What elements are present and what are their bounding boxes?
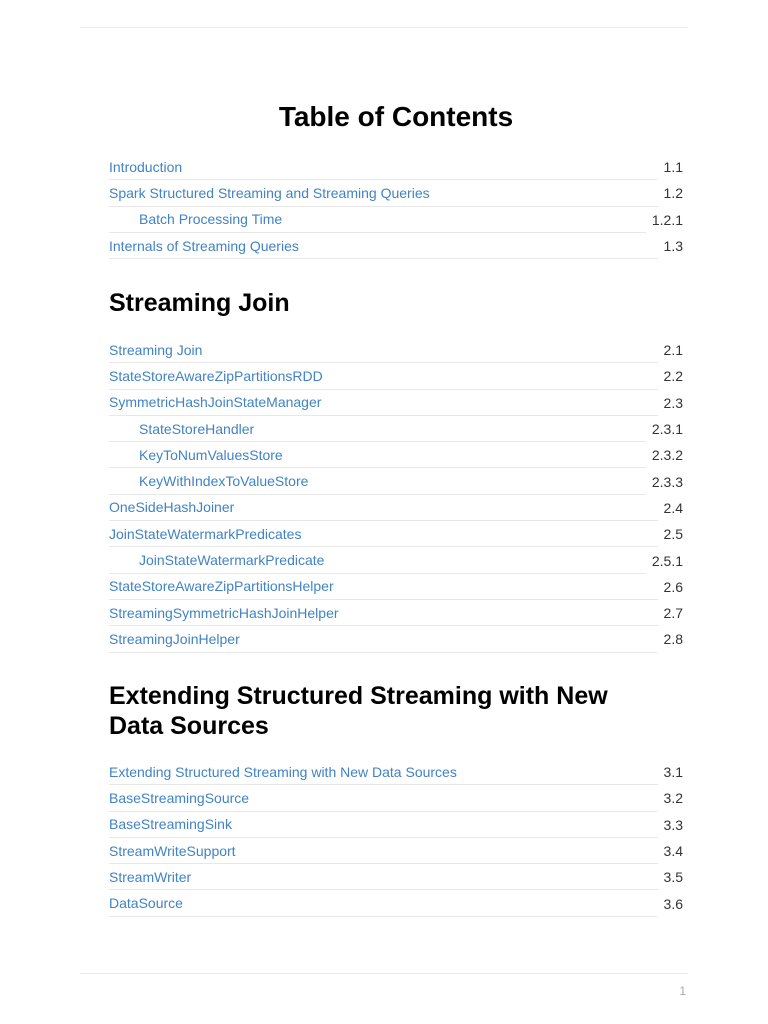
toc-entry-number: 2.5.1 <box>651 552 683 569</box>
toc-entry-link[interactable]: StreamingJoinHelper <box>109 626 658 652</box>
toc-list-section-2 <box>109 337 683 653</box>
toc-entry[interactable] <box>109 416 683 442</box>
toc-entry[interactable] <box>109 785 683 811</box>
toc-entry[interactable] <box>109 154 683 180</box>
page-number: 1 <box>679 984 686 998</box>
toc-entry-number: 2.1 <box>663 342 683 359</box>
toc-entry-link[interactable]: StateStoreAwareZipPartitionsHelper <box>109 574 658 600</box>
toc-entry[interactable] <box>109 600 683 626</box>
toc-entry-number: 2.5 <box>663 526 683 543</box>
toc-entry-number: 3.4 <box>663 843 683 860</box>
toc-entry[interactable] <box>109 521 683 547</box>
toc-entry-link[interactable]: OneSideHashJoiner <box>109 495 658 521</box>
toc-entry[interactable] <box>109 547 683 573</box>
toc-entry-link[interactable]: StreamWriter <box>109 864 658 890</box>
toc-entry[interactable] <box>109 207 683 233</box>
toc-entry-number: 2.2 <box>663 368 683 385</box>
toc-entry[interactable] <box>109 442 683 468</box>
toc-entry-number: 3.5 <box>663 869 683 886</box>
toc-entry-link[interactable]: BaseStreamingSink <box>109 812 658 838</box>
toc-entry-link[interactable]: StreamWriteSupport <box>109 838 658 864</box>
toc-entry-link[interactable]: Extending Structured Streaming with New Data Sources <box>109 759 658 785</box>
toc-entry-number: 3.6 <box>663 895 683 912</box>
toc-entry[interactable] <box>109 890 683 916</box>
toc-entry[interactable] <box>109 626 683 652</box>
page-title: Table of Contents <box>278 101 514 132</box>
toc-entry-number: 1.2 <box>663 185 683 202</box>
toc-entry-number: 3.2 <box>663 790 683 807</box>
toc-entry-link[interactable]: Streaming Join <box>109 337 658 363</box>
toc-entry[interactable] <box>109 864 683 890</box>
toc-entry-number: 1.3 <box>663 238 683 255</box>
toc-entry[interactable] <box>109 180 683 206</box>
toc-entry-number: 2.7 <box>663 605 683 622</box>
toc-entry[interactable] <box>109 468 683 494</box>
section-heading-extending-structured-streaming <box>109 681 683 741</box>
toc-entry-number: 2.3.3 <box>651 473 683 490</box>
toc-entry-number: 2.3.2 <box>651 447 683 464</box>
toc-entry-link[interactable]: KeyWithIndexToValueStore <box>109 468 646 494</box>
toc-entry-link[interactable]: SymmetricHashJoinStateManager <box>109 390 658 416</box>
toc-entry[interactable] <box>109 574 683 600</box>
page-bottom-rule <box>80 973 688 974</box>
toc-entry-link[interactable]: Internals of Streaming Queries <box>109 233 658 259</box>
toc-entry[interactable] <box>109 812 683 838</box>
toc-entry-link[interactable]: Batch Processing Time <box>109 207 646 233</box>
toc-entry-link[interactable]: StateStoreAwareZipPartitionsRDD <box>109 363 658 389</box>
toc-entry[interactable] <box>109 233 683 259</box>
toc-entry[interactable] <box>109 759 683 785</box>
toc-entry-link[interactable]: Spark Structured Streaming and Streaming Queries <box>109 180 658 206</box>
toc-list-section-3 <box>109 759 683 917</box>
toc-entry[interactable] <box>109 363 683 389</box>
toc-entry-number: 3.3 <box>663 816 683 833</box>
toc-entry-link[interactable]: JoinStateWatermarkPredicate <box>109 547 646 573</box>
toc-entry[interactable] <box>109 390 683 416</box>
toc-entry-number: 2.3 <box>663 394 683 411</box>
toc-entry-number: 2.3.1 <box>651 421 683 438</box>
section-heading-streaming-join: Streaming Join <box>109 289 290 317</box>
toc-entry-link[interactable]: BaseStreamingSource <box>109 785 658 811</box>
toc-entry-number: 2.8 <box>663 631 683 648</box>
toc-entry-number: 1.1 <box>663 159 683 176</box>
toc-entry-number: 3.1 <box>663 764 683 781</box>
toc-entry-number: 2.6 <box>663 578 683 595</box>
section-heading-line-2: Data Sources <box>109 712 269 740</box>
toc-entry-link[interactable]: JoinStateWatermarkPredicates <box>109 521 658 547</box>
toc-list-section-1 <box>109 154 683 259</box>
toc-entry[interactable] <box>109 495 683 521</box>
section-heading-line-1: Extending Structured Streaming with New <box>109 682 608 710</box>
toc-entry-link[interactable]: DataSource <box>109 890 658 916</box>
toc-entry-link[interactable]: Introduction <box>109 154 658 180</box>
toc-entry-number: 1.2.1 <box>651 211 683 228</box>
toc-entry-number: 2.4 <box>663 499 683 516</box>
toc-entry-link[interactable]: StreamingSymmetricHashJoinHelper <box>109 600 658 626</box>
toc-entry-link[interactable]: StateStoreHandler <box>109 416 646 442</box>
toc-entry[interactable] <box>109 337 683 363</box>
toc-entry[interactable] <box>109 838 683 864</box>
page-top-rule <box>80 27 688 28</box>
toc-entry-link[interactable]: KeyToNumValuesStore <box>109 442 646 468</box>
